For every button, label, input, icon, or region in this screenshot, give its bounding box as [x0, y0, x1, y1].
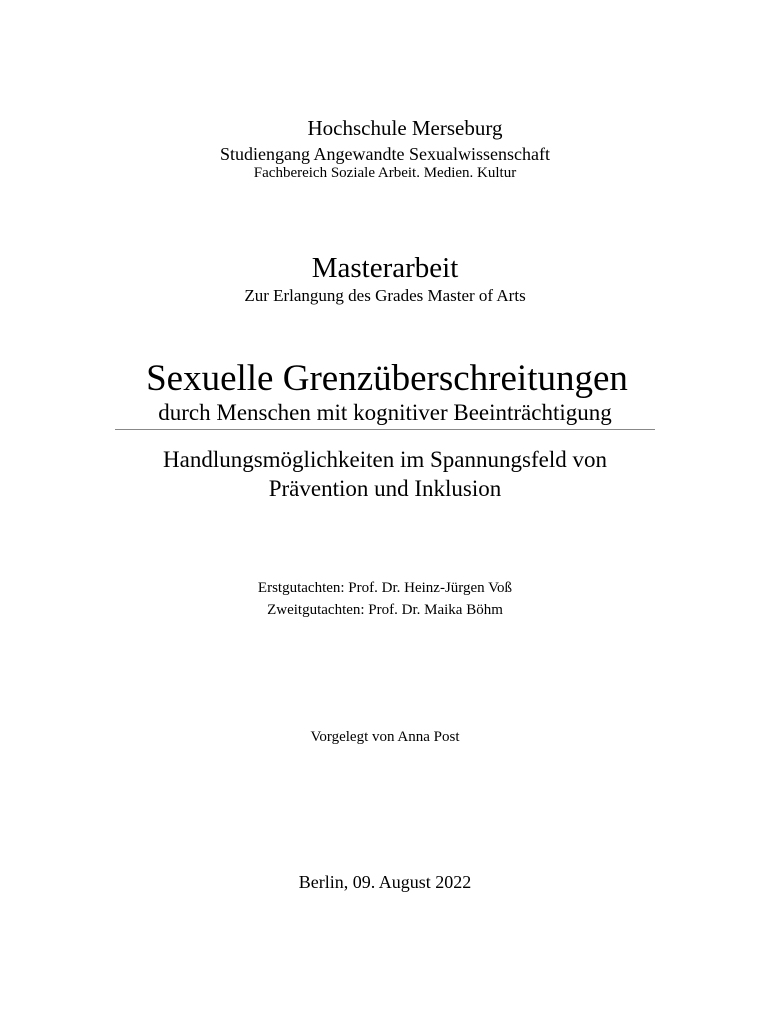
author-line: Vorgelegt von Anna Post	[310, 729, 460, 745]
first-reviewer: Erstgutachten: Prof. Dr. Heinz-Jürgen Voß	[257, 580, 513, 596]
thesis-title-continuation: durch Menschen mit kognitiver Beeinträchtigung	[158, 400, 612, 425]
place-and-date: Berlin, 09. August 2022	[298, 872, 472, 892]
second-reviewer: Zweitgutachten: Prof. Dr. Maika Böhm	[267, 602, 503, 618]
degree-line: Zur Erlangung des Grades Master of Arts	[244, 286, 526, 305]
institution-name: Hochschule Merseburg	[307, 116, 503, 140]
thesis-type: Masterarbeit	[311, 252, 459, 284]
study-program: Studiengang Angewandte Sexualwissenschaft	[220, 144, 550, 164]
thesis-subtitle-line-1: Handlungsmöglichkeiten im Spannungsfeld von	[163, 447, 607, 472]
department-name: Fachbereich Soziale Arbeit. Medien. Kultur	[253, 165, 517, 181]
thesis-title: Sexuelle Grenzüberschreitungen	[146, 358, 628, 399]
thesis-subtitle-line-2: Prävention und Inklusion	[268, 476, 502, 501]
title-divider	[115, 429, 655, 430]
